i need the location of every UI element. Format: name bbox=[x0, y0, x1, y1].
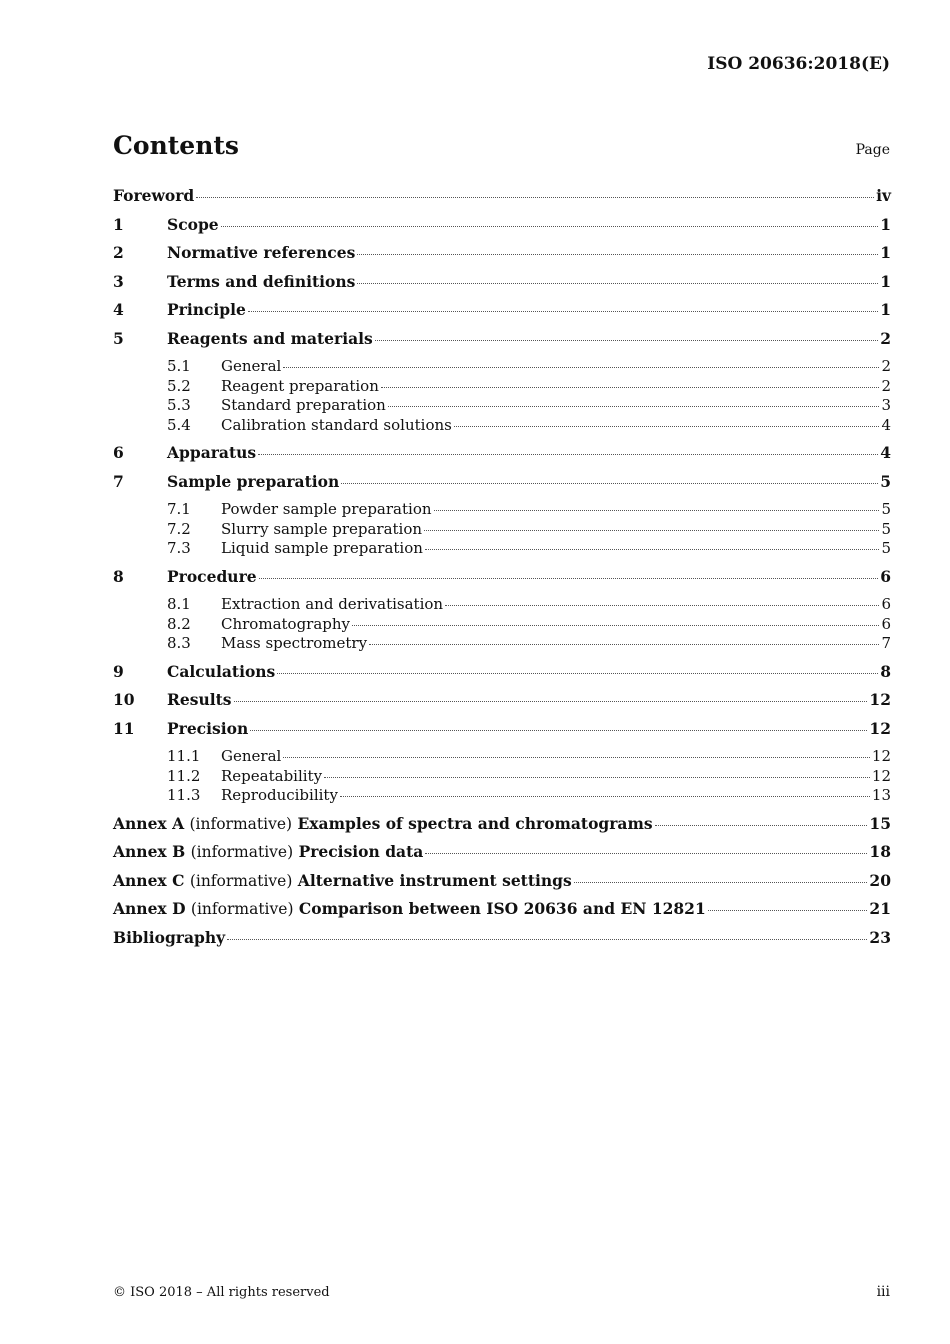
toc-entry-annex-a[interactable] bbox=[113, 814, 891, 843]
toc-page: 18 bbox=[869, 842, 891, 861]
toc-number: 3 bbox=[113, 271, 124, 291]
annex-title: Alternative instrument settings bbox=[297, 870, 572, 890]
leader-dots bbox=[574, 881, 868, 883]
toc-title: Mass spectrometry bbox=[221, 634, 368, 652]
toc-page: 1 bbox=[880, 271, 891, 291]
toc-title: Procedure bbox=[167, 566, 257, 586]
toc-page: 1 bbox=[880, 243, 891, 262]
toc-page: 23 bbox=[869, 927, 891, 947]
toc-page: 2 bbox=[881, 357, 891, 375]
toc-subentry[interactable] bbox=[113, 786, 891, 806]
annex-kind: (informative) bbox=[189, 871, 293, 890]
toc-entry-sample-preparation[interactable] bbox=[113, 472, 891, 501]
toc-title: Calculations bbox=[167, 661, 276, 681]
leader-dots bbox=[655, 824, 868, 826]
toc-number: 5.3 bbox=[167, 396, 191, 414]
leader-dots bbox=[381, 386, 880, 388]
toc-number: 5.1 bbox=[167, 357, 191, 375]
annex-kind: (informative) bbox=[190, 843, 294, 861]
toc-title: Extraction and derivatisation bbox=[221, 595, 444, 613]
toc-number: 5.2 bbox=[167, 376, 191, 395]
annex-label: Annex D bbox=[113, 899, 186, 918]
annex-label: Annex B bbox=[113, 842, 186, 861]
toc-page: 12 bbox=[871, 766, 891, 785]
annex-title: Precision data bbox=[298, 842, 424, 861]
leader-dots bbox=[234, 700, 868, 702]
toc-page: iv bbox=[876, 186, 891, 205]
annex-kind: (informative) bbox=[189, 814, 293, 833]
toc-number: 5 bbox=[113, 328, 124, 348]
toc-entry-bibliography[interactable] bbox=[113, 928, 891, 957]
toc-title: Scope bbox=[167, 214, 219, 234]
toc-page: 6 bbox=[880, 566, 891, 586]
toc-title: Repeatability bbox=[221, 766, 323, 785]
toc-title: Reproducibility bbox=[221, 786, 338, 804]
toc-subentry[interactable] bbox=[113, 767, 891, 787]
leader-dots bbox=[248, 310, 878, 312]
leader-dots bbox=[324, 776, 870, 778]
annex-title: Comparison between ISO 20636 and EN 12821 bbox=[298, 899, 706, 918]
toc-subentry[interactable] bbox=[113, 416, 891, 436]
toc-title: Normative references bbox=[167, 243, 356, 262]
toc-entry-annex-c[interactable] bbox=[113, 871, 891, 900]
toc-number: 8.2 bbox=[167, 614, 191, 633]
toc-number: 5.4 bbox=[167, 415, 191, 434]
annex-label: Annex C bbox=[113, 870, 185, 890]
toc-page: 20 bbox=[869, 870, 891, 890]
toc-title: Sample preparation bbox=[167, 471, 340, 491]
toc-number: 11.1 bbox=[167, 747, 201, 765]
annex-kind: (informative) bbox=[190, 900, 294, 918]
leader-dots bbox=[250, 729, 867, 731]
toc-number: 1 bbox=[113, 214, 124, 234]
toc-number: 8 bbox=[113, 566, 124, 586]
toc-title: Principle bbox=[167, 300, 246, 319]
toc-number: 8.1 bbox=[167, 595, 191, 613]
annex-label: Annex A bbox=[113, 813, 185, 833]
toc-subentry[interactable] bbox=[113, 634, 891, 654]
toc-subentry[interactable] bbox=[113, 615, 891, 635]
toc-page: 6 bbox=[881, 595, 891, 613]
toc-title: Apparatus bbox=[167, 443, 257, 462]
leader-dots bbox=[424, 529, 879, 531]
leader-dots bbox=[388, 405, 880, 407]
toc-subentry[interactable] bbox=[113, 500, 891, 520]
toc-page: 4 bbox=[880, 443, 891, 462]
toc-number: 2 bbox=[113, 243, 124, 262]
toc-entry-annex-b[interactable] bbox=[113, 842, 891, 871]
leader-dots bbox=[277, 672, 878, 674]
toc-page: 21 bbox=[869, 899, 891, 918]
leader-dots bbox=[283, 756, 870, 758]
toc-number: 6 bbox=[113, 443, 124, 462]
toc-title: Chromatography bbox=[221, 614, 351, 633]
toc-subentry[interactable] bbox=[113, 357, 891, 377]
table-of-contents bbox=[113, 186, 891, 956]
toc-page: 5 bbox=[881, 519, 891, 538]
toc-page: 12 bbox=[869, 690, 891, 709]
toc-page: 1 bbox=[880, 214, 891, 234]
toc-subentry[interactable] bbox=[113, 539, 891, 559]
contents-heading: Contents bbox=[113, 131, 240, 160]
toc-title bbox=[113, 871, 572, 890]
toc-page: 2 bbox=[881, 376, 891, 395]
toc-number: 11.2 bbox=[167, 766, 201, 785]
leader-dots bbox=[708, 909, 868, 911]
toc-page: 6 bbox=[881, 614, 891, 633]
toc-page: 3 bbox=[881, 396, 891, 414]
toc-subentry[interactable] bbox=[113, 595, 891, 615]
toc-subentry[interactable] bbox=[113, 520, 891, 540]
leader-dots bbox=[434, 509, 880, 511]
toc-entry-scope[interactable] bbox=[113, 215, 891, 244]
leader-dots bbox=[445, 604, 879, 606]
toc-number: 10 bbox=[113, 690, 135, 709]
toc-title: Bibliography bbox=[113, 927, 226, 947]
leader-dots bbox=[357, 253, 878, 255]
toc-page: 8 bbox=[880, 661, 891, 681]
toc-number: 4 bbox=[113, 300, 124, 319]
toc-number: 9 bbox=[113, 661, 124, 681]
leader-dots bbox=[258, 453, 878, 455]
toc-page: 5 bbox=[881, 539, 891, 557]
toc-entry-apparatus[interactable] bbox=[113, 443, 891, 472]
toc-page: 1 bbox=[880, 300, 891, 319]
leader-dots bbox=[425, 548, 880, 550]
toc-page: 7 bbox=[881, 634, 891, 652]
toc-page: 5 bbox=[881, 500, 891, 518]
toc-page: 13 bbox=[871, 786, 891, 804]
leader-dots bbox=[196, 196, 874, 198]
toc-title: Foreword bbox=[113, 186, 195, 205]
leader-dots bbox=[341, 482, 878, 484]
leader-dots bbox=[259, 577, 879, 579]
toc-title: General bbox=[221, 747, 282, 765]
toc-title bbox=[113, 814, 653, 833]
toc-title: Standard preparation bbox=[221, 396, 386, 414]
toc-title: Terms and definitions bbox=[167, 271, 356, 291]
toc-page: 2 bbox=[880, 328, 891, 348]
toc-title bbox=[113, 842, 423, 861]
toc-entry-reagents[interactable] bbox=[113, 329, 891, 358]
toc-number: 7.3 bbox=[167, 539, 191, 557]
toc-entry-annex-d[interactable] bbox=[113, 899, 891, 928]
toc-entry-terms[interactable] bbox=[113, 272, 891, 301]
toc-subentry[interactable] bbox=[113, 396, 891, 416]
toc-page: 4 bbox=[881, 415, 891, 434]
toc-number: 11 bbox=[113, 718, 135, 738]
leader-dots bbox=[357, 282, 878, 284]
toc-number: 8.3 bbox=[167, 634, 191, 652]
toc-entry-foreword[interactable] bbox=[113, 186, 891, 215]
leader-dots bbox=[352, 624, 879, 626]
page-number: iii bbox=[876, 1284, 890, 1300]
leader-dots bbox=[340, 795, 870, 797]
toc-number: 11.3 bbox=[167, 786, 201, 804]
toc-number: 7.2 bbox=[167, 519, 191, 538]
toc-subentry[interactable] bbox=[113, 377, 891, 397]
toc-entry-precision[interactable] bbox=[113, 719, 891, 748]
toc-title: Slurry sample preparation bbox=[221, 519, 423, 538]
leader-dots bbox=[425, 852, 867, 854]
toc-title: Calibration standard solutions bbox=[221, 415, 452, 434]
leader-dots bbox=[369, 643, 879, 645]
toc-title bbox=[113, 899, 706, 918]
toc-title: Precision bbox=[167, 718, 249, 738]
leader-dots bbox=[375, 339, 878, 341]
toc-title: Results bbox=[167, 690, 232, 709]
toc-title: General bbox=[221, 357, 282, 375]
leader-dots bbox=[454, 425, 880, 427]
toc-title: Reagent preparation bbox=[221, 376, 379, 395]
toc-number: 7 bbox=[113, 471, 124, 491]
toc-page: 12 bbox=[869, 718, 891, 738]
toc-entry-procedure[interactable] bbox=[113, 567, 891, 596]
toc-page: 15 bbox=[869, 813, 891, 833]
toc-title: Liquid sample preparation bbox=[221, 539, 423, 557]
toc-entry-results[interactable] bbox=[113, 690, 891, 719]
leader-dots bbox=[227, 938, 867, 940]
page-column-label: Page bbox=[855, 142, 890, 158]
annex-title: Examples of spectra and chromatograms bbox=[297, 813, 653, 833]
toc-page: 12 bbox=[871, 747, 891, 765]
standard-identifier: ISO 20636:2018(E) bbox=[707, 54, 890, 74]
toc-entry-principle[interactable] bbox=[113, 300, 891, 329]
toc-entry-normative-references[interactable] bbox=[113, 243, 891, 272]
toc-page: 5 bbox=[880, 471, 891, 491]
toc-subentry[interactable] bbox=[113, 747, 891, 767]
leader-dots bbox=[283, 366, 879, 368]
leader-dots bbox=[221, 225, 879, 227]
toc-number: 7.1 bbox=[167, 500, 191, 518]
toc-entry-calculations[interactable] bbox=[113, 662, 891, 691]
toc-title: Reagents and materials bbox=[167, 328, 373, 348]
toc-title: Powder sample preparation bbox=[221, 500, 432, 518]
copyright-notice: © ISO 2018 – All rights reserved bbox=[113, 1285, 330, 1300]
